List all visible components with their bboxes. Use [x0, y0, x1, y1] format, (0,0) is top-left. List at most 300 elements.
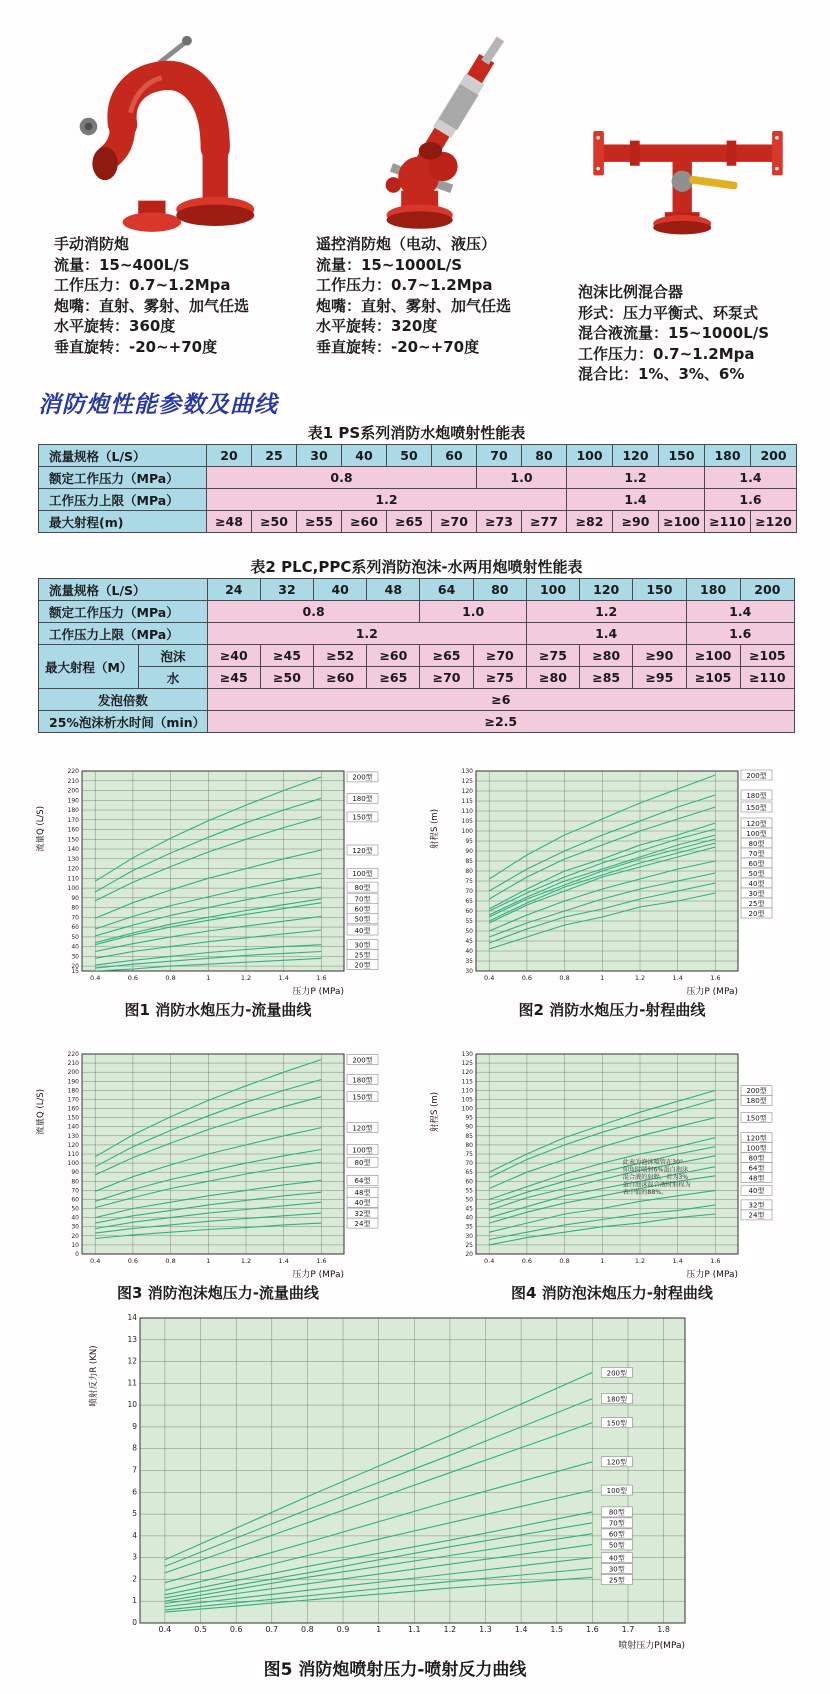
- svg-text:50: 50: [465, 928, 473, 935]
- table-cell: 180: [705, 445, 751, 467]
- svg-text:65: 65: [465, 898, 473, 905]
- section-title: 消防炮性能参数及曲线: [38, 392, 278, 418]
- spec-line: 垂直旋转：-20~+70度: [316, 337, 480, 356]
- svg-text:25: 25: [465, 1241, 473, 1249]
- svg-text:压力P (MPa): 压力P (MPa): [686, 987, 738, 997]
- svg-text:200: 200: [67, 787, 79, 795]
- table-cell: 流量规格（L/S）: [39, 579, 208, 601]
- svg-text:0.8: 0.8: [301, 1625, 314, 1634]
- svg-text:压力P (MPa): 压力P (MPa): [686, 1270, 738, 1280]
- svg-text:95: 95: [465, 1114, 473, 1122]
- table-cell: 泡沫: [139, 645, 207, 667]
- svg-text:70型: 70型: [748, 849, 765, 858]
- svg-text:60型: 60型: [748, 859, 765, 868]
- svg-text:100: 100: [461, 828, 473, 835]
- svg-text:180: 180: [67, 1087, 79, 1095]
- svg-text:110: 110: [461, 808, 473, 815]
- svg-text:125: 125: [461, 1060, 473, 1068]
- table-cell: 80: [522, 445, 567, 467]
- svg-text:10: 10: [71, 1241, 79, 1249]
- svg-text:6: 6: [132, 1487, 137, 1497]
- svg-text:40: 40: [71, 1214, 79, 1222]
- product-name: 遥控消防炮（电动、液压）: [316, 235, 497, 253]
- svg-text:0.4: 0.4: [90, 1257, 101, 1265]
- svg-text:70型: 70型: [354, 895, 371, 904]
- svg-text:压力P (MPa): 压力P (MPa): [292, 987, 344, 997]
- svg-text:60: 60: [71, 924, 79, 932]
- table-cell: 额定工作压力（MPa）: [39, 467, 207, 489]
- svg-text:0.9: 0.9: [336, 1625, 350, 1634]
- svg-text:13: 13: [127, 1334, 137, 1344]
- svg-text:20型: 20型: [354, 961, 371, 970]
- table-cell: 24: [207, 579, 260, 601]
- svg-text:75: 75: [465, 878, 473, 885]
- svg-text:喷射反力R (KN): 喷射反力R (KN): [89, 1345, 99, 1407]
- svg-text:流量Q (L/S): 流量Q (L/S): [36, 805, 46, 853]
- table-cell: 1.0: [477, 467, 567, 489]
- svg-text:70型: 70型: [608, 1519, 625, 1528]
- svg-text:65: 65: [465, 1169, 473, 1177]
- product-name: 泡沫比例混合器: [578, 283, 684, 301]
- svg-text:60: 60: [465, 1178, 473, 1186]
- svg-text:0.4: 0.4: [484, 974, 495, 982]
- table-cell: 1.2: [207, 489, 567, 511]
- svg-text:120型: 120型: [746, 819, 767, 828]
- svg-text:30型: 30型: [608, 1565, 625, 1574]
- product-specs: [316, 255, 550, 358]
- svg-text:200型: 200型: [746, 771, 767, 780]
- table-cell: 额定工作压力（MPa）: [39, 601, 208, 623]
- remote-fire-monitor-illustration: [333, 22, 518, 234]
- table-cell: ≥82: [567, 511, 613, 533]
- chart-canvas: [32, 765, 400, 997]
- fig3-chart: [32, 1048, 404, 1280]
- table-cell: ≥40: [207, 645, 260, 667]
- table-cell: 1.4: [526, 623, 686, 645]
- table-cell: ≥73: [477, 511, 522, 533]
- product-specs: [54, 255, 290, 358]
- svg-text:20: 20: [71, 963, 79, 971]
- svg-text:20型: 20型: [748, 909, 765, 918]
- table-cell: 0.8: [207, 601, 420, 623]
- spec-line: 流量：15~1000L/S: [316, 255, 463, 274]
- svg-text:130: 130: [67, 1132, 79, 1140]
- svg-text:100型: 100型: [606, 1486, 627, 1495]
- svg-text:1.6: 1.6: [316, 974, 327, 982]
- svg-text:60: 60: [71, 1196, 79, 1204]
- svg-text:喷射压力P(MPa): 喷射压力P(MPa): [618, 1641, 685, 1651]
- table-cell: 150: [633, 579, 686, 601]
- fig3-caption: 图3 消防泡沫炮压力-流量曲线: [117, 1284, 319, 1302]
- svg-text:190: 190: [67, 1078, 79, 1086]
- spec-line: 混合液流量：15~1000L/S: [578, 324, 770, 342]
- table-cell: ≥90: [633, 645, 686, 667]
- svg-text:60: 60: [465, 908, 473, 915]
- table-cell: ≥105: [740, 645, 794, 667]
- table-cell: ≥95: [633, 667, 686, 689]
- table-cell: 200: [751, 445, 797, 467]
- svg-text:仰角时喷射6%蛋白泡沫: 仰角时喷射6%蛋白泡沫: [622, 1166, 689, 1174]
- svg-text:1.2: 1.2: [443, 1625, 457, 1634]
- svg-text:40: 40: [465, 948, 473, 955]
- svg-text:210: 210: [67, 1060, 79, 1068]
- svg-text:115: 115: [461, 798, 473, 805]
- svg-text:60型: 60型: [608, 1530, 625, 1539]
- svg-text:80型: 80型: [748, 1154, 765, 1163]
- svg-text:100型: 100型: [746, 829, 767, 838]
- chart-row-2: [32, 1048, 798, 1303]
- svg-text:100: 100: [67, 885, 79, 893]
- table-cell: ≥45: [260, 645, 313, 667]
- svg-text:40型: 40型: [748, 879, 765, 888]
- svg-text:200型: 200型: [352, 773, 373, 782]
- svg-text:100型: 100型: [352, 870, 373, 879]
- table-cell: ≥75: [526, 645, 579, 667]
- svg-text:80型: 80型: [608, 1508, 625, 1517]
- svg-text:25型: 25型: [748, 899, 765, 908]
- svg-text:105: 105: [461, 818, 473, 825]
- chart-canvas: [85, 1312, 700, 1651]
- table-cell: 1.4: [567, 489, 705, 511]
- spec-line: 工作压力：0.7~1.2Mpa: [54, 276, 231, 294]
- fig4-block: [426, 1048, 798, 1303]
- table-cell: ≥105: [686, 667, 740, 689]
- table-cell: 70: [477, 445, 522, 467]
- table-cell: ≥45: [207, 667, 260, 689]
- svg-text:1.8: 1.8: [657, 1625, 670, 1634]
- svg-text:60型: 60型: [354, 905, 371, 914]
- svg-text:220: 220: [67, 768, 79, 775]
- svg-text:140: 140: [67, 1123, 79, 1131]
- chart-canvas: [32, 1048, 400, 1280]
- svg-text:80型: 80型: [748, 839, 765, 848]
- svg-text:150型: 150型: [352, 1093, 373, 1102]
- table-cell: ≥65: [420, 645, 473, 667]
- svg-text:25型: 25型: [608, 1576, 625, 1585]
- table-cell: ≥48: [207, 511, 252, 533]
- svg-text:180型: 180型: [352, 1076, 373, 1085]
- fig4-caption: 图4 消防泡沫炮压力-射程曲线: [511, 1284, 713, 1302]
- table-cell: 工作压力上限（MPa）: [39, 489, 207, 511]
- svg-text:40型: 40型: [608, 1554, 625, 1563]
- table-cell: ≥90: [613, 511, 659, 533]
- svg-text:0.4: 0.4: [484, 1257, 495, 1265]
- svg-text:50: 50: [465, 1196, 473, 1204]
- svg-text:64型: 64型: [748, 1164, 765, 1173]
- svg-text:0: 0: [132, 1618, 137, 1627]
- svg-text:150型: 150型: [746, 803, 767, 812]
- svg-text:1.5: 1.5: [550, 1625, 564, 1634]
- svg-text:流量Q (L/S): 流量Q (L/S): [36, 1088, 46, 1136]
- table-cell: 200: [740, 579, 794, 601]
- svg-text:1.6: 1.6: [710, 1257, 721, 1265]
- table-cell: 最大射程(m): [39, 511, 207, 533]
- svg-text:1.1: 1.1: [407, 1625, 421, 1634]
- svg-text:9: 9: [132, 1421, 137, 1431]
- svg-text:0.8: 0.8: [559, 974, 570, 982]
- svg-text:150型: 150型: [352, 813, 373, 822]
- table-cell: 40: [314, 579, 367, 601]
- table-cell: 120: [613, 445, 659, 467]
- svg-text:150型: 150型: [746, 1114, 767, 1123]
- svg-text:12: 12: [127, 1356, 137, 1366]
- table-cell: 60: [432, 445, 477, 467]
- spec-line: 工作压力：0.7~1.2Mpa: [316, 276, 493, 294]
- svg-text:85: 85: [465, 1132, 473, 1140]
- table-cell: 30: [297, 445, 342, 467]
- svg-text:30: 30: [465, 1232, 473, 1240]
- table-cell: 120: [580, 579, 633, 601]
- table-plc-ppc-foam-water-monitor: [38, 578, 795, 733]
- table-cell: ≥50: [252, 511, 297, 533]
- product-foam-proportioner: [560, 16, 815, 385]
- fig2-block: [426, 765, 798, 1020]
- svg-text:70: 70: [71, 914, 79, 922]
- svg-text:30型: 30型: [748, 889, 765, 898]
- svg-text:40: 40: [465, 1214, 473, 1222]
- svg-text:0.8: 0.8: [165, 1257, 176, 1265]
- fig2-caption: 图2 消防水炮压力-射程曲线: [518, 1001, 706, 1019]
- svg-text:0.8: 0.8: [559, 1257, 570, 1265]
- table-cell: ≥100: [686, 645, 740, 667]
- spec-line: 垂直旋转：-20~+70度: [54, 337, 218, 356]
- svg-text:30型: 30型: [354, 941, 371, 950]
- table-cell: ≥70: [473, 645, 526, 667]
- product-remote-monitor: [300, 16, 550, 357]
- table-cell: 150: [659, 445, 705, 467]
- table-cell: 25%泡沫析水时间（min）: [39, 711, 208, 733]
- svg-text:200型: 200型: [352, 1056, 373, 1065]
- chart-canvas: [426, 1048, 794, 1280]
- svg-text:120: 120: [67, 1141, 79, 1149]
- table-cell: 25: [252, 445, 297, 467]
- svg-text:85: 85: [465, 858, 473, 865]
- spec-line: 水平旋转：360度: [54, 317, 176, 335]
- svg-text:200型: 200型: [746, 1087, 767, 1096]
- svg-text:150: 150: [67, 1114, 79, 1122]
- fig5-chart: [85, 1312, 705, 1651]
- svg-text:30: 30: [71, 953, 79, 961]
- svg-text:0.5: 0.5: [194, 1625, 207, 1634]
- svg-text:1: 1: [206, 1257, 211, 1265]
- table-cell: ≥80: [580, 645, 633, 667]
- svg-text:170: 170: [67, 1096, 79, 1104]
- svg-text:1.4: 1.4: [514, 1625, 528, 1634]
- svg-text:蛋白泡沫混合液时射程为: 蛋白泡沫混合液时射程为: [622, 1181, 691, 1189]
- table-cell: 1.2: [526, 601, 686, 623]
- svg-text:40型: 40型: [748, 1187, 765, 1196]
- svg-text:80型: 80型: [354, 1159, 371, 1167]
- svg-text:50型: 50型: [354, 915, 371, 924]
- svg-text:0.8: 0.8: [165, 974, 176, 982]
- table-cell: 最大射程（M）: [39, 645, 139, 689]
- spec-line: 混合比：1%、3%、6%: [578, 365, 745, 383]
- fig1-caption: 图1 消防水炮压力-流量曲线: [124, 1001, 312, 1019]
- svg-text:110: 110: [67, 875, 79, 883]
- foam-proportioner-illustration: [572, 98, 804, 248]
- svg-text:1.6: 1.6: [316, 1257, 327, 1265]
- svg-text:0.6: 0.6: [521, 1257, 533, 1265]
- svg-text:105: 105: [461, 1096, 473, 1104]
- svg-text:40型: 40型: [354, 1199, 371, 1207]
- table-cell: ≥70: [432, 511, 477, 533]
- svg-text:90: 90: [71, 894, 79, 902]
- svg-text:1.7: 1.7: [621, 1625, 635, 1634]
- spec-line: 形式：压力平衡式、环泵式: [578, 303, 759, 322]
- table-cell: 100: [567, 445, 613, 467]
- svg-text:120型: 120型: [746, 1134, 767, 1143]
- fig4-chart: [426, 1048, 798, 1280]
- fig5-caption: 图5 消防炮喷射压力-喷射反力曲线: [263, 1660, 527, 1680]
- chart-row-1: [32, 765, 798, 1020]
- svg-text:1: 1: [376, 1625, 382, 1634]
- svg-text:120型: 120型: [606, 1458, 627, 1467]
- svg-text:混合液的射程，若为3%: 混合液的射程，若为3%: [622, 1174, 689, 1181]
- table-cell: 20: [207, 445, 252, 467]
- svg-text:此表为泡沫喷管在30°: 此表为泡沫喷管在30°: [622, 1159, 684, 1166]
- table-cell: 1.4: [686, 601, 795, 623]
- table-ps-water-monitor: [38, 444, 795, 533]
- svg-text:1: 1: [206, 974, 211, 982]
- table-cell: ≥110: [705, 511, 751, 533]
- table-cell: 1.6: [686, 623, 795, 645]
- table-cell: ≥60: [367, 645, 420, 667]
- svg-text:40: 40: [71, 943, 79, 951]
- svg-text:24型: 24型: [354, 1219, 371, 1228]
- product-photo-remote-fire-monitor: [300, 16, 550, 234]
- svg-text:8: 8: [132, 1443, 137, 1453]
- svg-text:0.4: 0.4: [90, 974, 101, 982]
- svg-text:80: 80: [465, 868, 473, 875]
- svg-text:90: 90: [465, 1123, 473, 1131]
- svg-text:180: 180: [67, 807, 79, 814]
- svg-text:220: 220: [67, 1051, 79, 1058]
- svg-text:80: 80: [465, 1141, 473, 1149]
- table-cell: ≥60: [314, 667, 367, 689]
- svg-text:120: 120: [461, 1069, 473, 1077]
- spec-line: 水平旋转：320度: [316, 317, 438, 335]
- svg-text:5: 5: [132, 1509, 137, 1519]
- table-cell: ≥55: [297, 511, 342, 533]
- svg-text:0.4: 0.4: [158, 1625, 172, 1634]
- svg-text:200: 200: [67, 1069, 79, 1077]
- table-cell: 水: [139, 667, 207, 689]
- svg-text:1: 1: [600, 974, 605, 982]
- product-manual-monitor: [40, 16, 290, 357]
- svg-text:11: 11: [127, 1378, 137, 1388]
- svg-text:10: 10: [127, 1400, 137, 1410]
- spec-line: 工作压力：0.7~1.2Mpa: [578, 344, 755, 363]
- svg-text:180型: 180型: [352, 795, 373, 804]
- svg-text:35: 35: [465, 958, 473, 965]
- fig1-block: [32, 765, 404, 1020]
- svg-text:160: 160: [67, 1105, 79, 1113]
- svg-text:0.7: 0.7: [265, 1625, 279, 1634]
- svg-text:3: 3: [132, 1552, 137, 1562]
- svg-text:48型: 48型: [748, 1174, 765, 1183]
- table-cell: 50: [387, 445, 432, 467]
- table-cell: ≥110: [740, 667, 794, 689]
- svg-text:130: 130: [461, 768, 473, 775]
- spec-line: 流量：15~400L/S: [54, 255, 190, 274]
- table-cell: 1.2: [207, 623, 526, 645]
- table-cell: ≥80: [526, 667, 579, 689]
- svg-text:1.2: 1.2: [634, 1257, 646, 1265]
- fig1-chart: [32, 765, 404, 997]
- svg-text:55: 55: [465, 918, 473, 925]
- svg-text:表中值的88%。: 表中值的88%。: [622, 1189, 668, 1196]
- svg-text:45: 45: [465, 1205, 473, 1213]
- svg-text:1.6: 1.6: [586, 1625, 599, 1634]
- fig3-block: [32, 1048, 404, 1303]
- svg-text:0.6: 0.6: [229, 1625, 243, 1634]
- svg-text:50: 50: [71, 1205, 79, 1213]
- svg-text:80: 80: [71, 904, 79, 912]
- svg-text:120型: 120型: [352, 846, 373, 855]
- svg-text:1.2: 1.2: [240, 974, 252, 982]
- product-specs: [578, 303, 815, 385]
- svg-text:7: 7: [132, 1465, 137, 1475]
- table-cell: ≥70: [420, 667, 473, 689]
- svg-text:210: 210: [67, 777, 79, 785]
- chart-canvas: [426, 765, 794, 997]
- svg-text:35: 35: [465, 1223, 473, 1231]
- table-cell: 48: [367, 579, 420, 601]
- svg-text:1.4: 1.4: [278, 1257, 289, 1265]
- svg-text:48型: 48型: [354, 1189, 371, 1197]
- table-cell: 1.0: [420, 601, 526, 623]
- table-cell: ≥77: [522, 511, 567, 533]
- svg-text:70: 70: [465, 1160, 473, 1168]
- table-cell: ≥65: [367, 667, 420, 689]
- svg-text:30: 30: [71, 1223, 79, 1231]
- svg-text:125: 125: [461, 778, 473, 785]
- table-cell: ≥6: [207, 689, 794, 711]
- svg-text:32型: 32型: [748, 1201, 765, 1210]
- svg-text:90: 90: [465, 848, 473, 855]
- table-cell: ≥75: [473, 667, 526, 689]
- table2-title: 表2 PLC,PPC系列消防泡沫-水两用炮喷射性能表: [250, 558, 583, 576]
- product-name: 手动消防炮: [54, 235, 130, 253]
- table-cell: ≥65: [387, 511, 432, 533]
- svg-text:115: 115: [461, 1078, 473, 1086]
- svg-text:120: 120: [461, 788, 473, 795]
- table-cell: 发泡倍数: [39, 689, 208, 711]
- svg-text:100: 100: [67, 1160, 79, 1168]
- svg-text:100: 100: [461, 1105, 473, 1113]
- svg-text:1.2: 1.2: [634, 974, 646, 982]
- product-photo-foam-proportioner: [560, 16, 815, 282]
- svg-text:1.4: 1.4: [672, 1257, 683, 1265]
- svg-text:55: 55: [465, 1187, 473, 1195]
- svg-text:20: 20: [71, 1232, 79, 1240]
- table-cell: 0.8: [207, 467, 477, 489]
- svg-text:140: 140: [67, 846, 79, 853]
- table-cell: ≥2.5: [207, 711, 794, 733]
- svg-text:15: 15: [71, 968, 79, 975]
- svg-text:30: 30: [465, 968, 473, 975]
- table-cell: ≥60: [342, 511, 387, 533]
- table-cell: 40: [342, 445, 387, 467]
- table-cell: 64: [420, 579, 473, 601]
- svg-text:80型: 80型: [354, 883, 371, 892]
- svg-text:110: 110: [67, 1151, 79, 1158]
- svg-text:0.6: 0.6: [521, 974, 533, 982]
- svg-text:120型: 120型: [352, 1124, 373, 1133]
- svg-text:64型: 64型: [354, 1177, 371, 1186]
- svg-text:1: 1: [600, 1257, 605, 1265]
- table-cell: 1.2: [567, 467, 705, 489]
